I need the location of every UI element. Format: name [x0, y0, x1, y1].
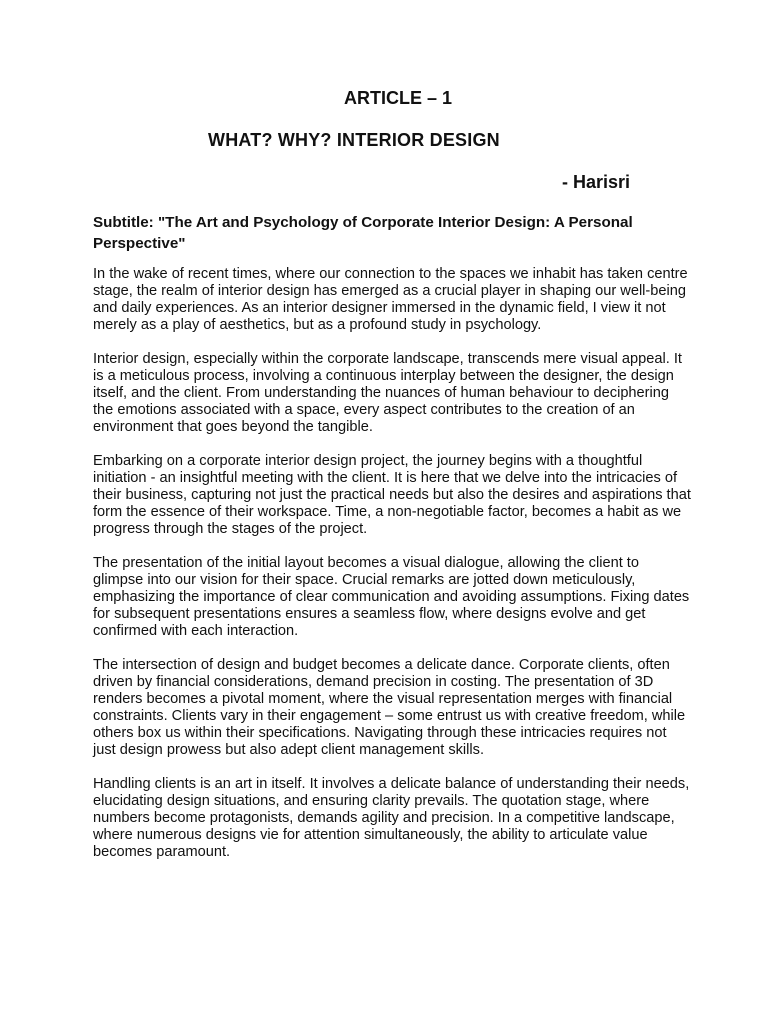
paragraph: Embarking on a corporate interior design project, the journey begins with a thoughtful initiation - an insightful meeting with the client. It is here that we delve into the intricacies of their business, capturing not just the practical needs but also the desires and aspirations that form the essence of their workspace. Time, a non-negotiable factor, becomes a habit as we progress through the stages of the project.: [93, 453, 691, 537]
paragraph: Interior design, especially within the corporate landscape, transcends mere visual appeal. It is a meticulous process, involving a continuous interplay between the designer, the design itself, and the client. From understanding the nuances of human behaviour to deciphering the emotions associated with a space, every aspect contributes to the creation of an environment that goes beyond the tangible.: [93, 351, 682, 435]
paragraph: The presentation of the initial layout becomes a visual dialogue, allowing the client to glimpse into our vision for their space. Crucial remarks are jotted down meticulously, emphasizing the importance of clear communication and avoiding assumptions. Fixing dates for subsequent presentations ensures a seamless flow, where designs evolve and get confirmed with each interaction.: [93, 555, 690, 639]
article-subtitle: Subtitle: "The Art and Psychology of Corporate Interior Design: A Personal Perspective": [93, 214, 633, 252]
paragraph: In the wake of recent times, where our connection to the spaces we inhabit has taken centre stage, the realm of interior design has emerged as a crucial player in shaping our well-being and daily experiences. As an interior designer immersed in the dynamic field, I view it not merely as a play of aesthetics, but as a profound study in psychology.: [93, 266, 688, 333]
article-title: WHAT? WHY? INTERIOR DESIGN: [208, 130, 500, 150]
author-byline: - Harisri: [562, 172, 631, 192]
paragraph: The intersection of design and budget becomes a delicate dance. Corporate clients, often driven by financial considerations, demand precision in costing. The presentation of 3D renders becomes a pivotal moment, where the visual representation merges with financial constraints. Clients vary in their engagement – some entrust us with creative freedom, while others box us within their specifications. Navigating through these intricacies requires not just design prowess but also adept client management skills.: [93, 657, 686, 758]
article-number: ARTICLE – 1: [343, 88, 453, 108]
article-body: [93, 266, 693, 878]
paragraph: Handling clients is an art in itself. It involves a delicate balance of understanding their needs, elucidating design situations, and ensuring clarity prevails. The quotation stage, where numbers become protagonists, demands agility and precision. In a competitive landscape, where numerous designs vie for attention simultaneously, the ability to articulate value becomes paramount.: [93, 776, 690, 860]
